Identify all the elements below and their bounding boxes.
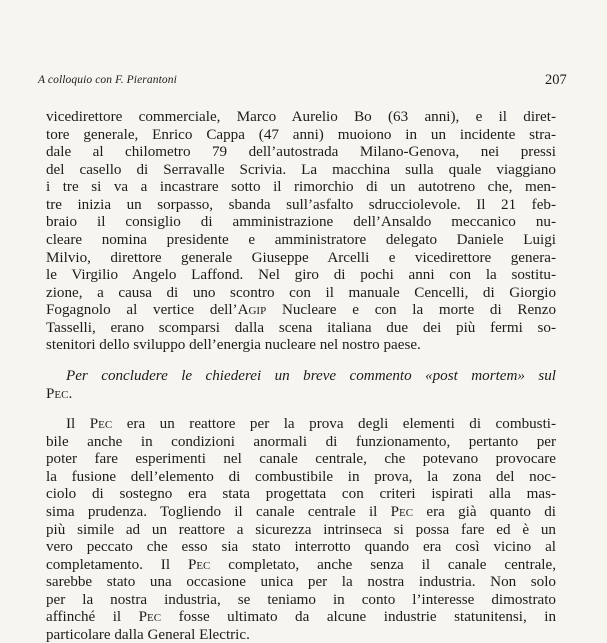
text-line: dale al chilometro 79 dell’autostrada Milano-Genova, nei pressi [46, 144, 556, 160]
text-line: Fogagnolo al vertice dell’Agip Nucleare e con la morte di Renzo [46, 302, 556, 318]
text-line: stenitori dello sviluppo dell’energia nucleare nel nostro paese. [46, 337, 421, 353]
text-line: vicedirettore commerciale, Marco Aurelio Bo (63 anni), e il diret- [46, 109, 556, 125]
question-line: Pec. [46, 386, 73, 402]
text-line: braio il consiglio di amministrazione dell’Ansaldo meccanico nu- [46, 214, 556, 230]
text-line: sima prudenza. Togliendo il canale centrale il Pec era già quanto di [46, 504, 557, 520]
text-line: Tasselli, erano scomparsi dalla scena italiana due dei più fermi so- [46, 320, 556, 336]
text-line: vero peccato che esso sia stato interrotto quando era così vicino al [46, 539, 556, 555]
text-line: affinché il Pec fosse ultimato da alcune industrie statunitensi, in [46, 609, 556, 625]
text-line: tore generale, Enrico Cappa (47 anni) muoiono in un incidente stra- [46, 127, 556, 143]
text-line: poter fare esperimenti nel canale centrale, che potevano provocare [46, 451, 556, 467]
text-line: Il Pec era un reattore per la prova degli elementi di combusti- [66, 416, 556, 432]
page-number: 207 [545, 72, 567, 88]
text-line: bile anche in condizioni anormali di funzionamento, pertanto per [46, 434, 556, 450]
text-line: tre inizia un sorpasso, sbanda sull’asfalto sdrucciolevole. Il 21 feb- [46, 197, 556, 213]
text-line: la fusione dell’elemento di combustibile in prova, la zona del noc- [46, 469, 556, 485]
text-line: per la nostra industria, se teniamo in conto l’interesse dimostrato [46, 592, 556, 608]
text-line: zione, a causa di uno scontro con il manuale Cencelli, di Giorgio [46, 285, 556, 301]
text-line: particolare dalla General Electric. [46, 627, 250, 643]
text-line: più simile ad un reattore a sicurezza intrinseca si possa fare ed è un [46, 522, 556, 538]
running-head: A colloquio con F. Pierantoni [38, 74, 177, 86]
text-line: sarebbe stato una occasione unica per la nostra industria. Non solo [46, 574, 556, 590]
text-line: cleare nomina presidente e amministratore delegato Daniele Luigi [46, 232, 556, 248]
text-line: ciolo di sostegno era stata progettata con criteri ispirati alla mas- [46, 486, 556, 502]
text-line: completamento. Il Pec completato, anche senza il canale centrale, [46, 557, 556, 573]
text-line: le Virgilio Angelo Laffond. Nel giro di pochi anni con la sostitu- [46, 267, 556, 283]
text-line: Milvio, direttore generale Giuseppe Arcelli e vicedirettore genera- [46, 250, 556, 266]
text-line: i tre si va a incastrare sotto il rimorchio di un autotreno che, men- [46, 179, 556, 195]
text-line: del casello di Serravalle Scrivia. La macchina sulla quale viaggiano [46, 162, 556, 178]
question-line: Per concludere le chiederei un breve commento «post mortem» sul [66, 368, 556, 384]
